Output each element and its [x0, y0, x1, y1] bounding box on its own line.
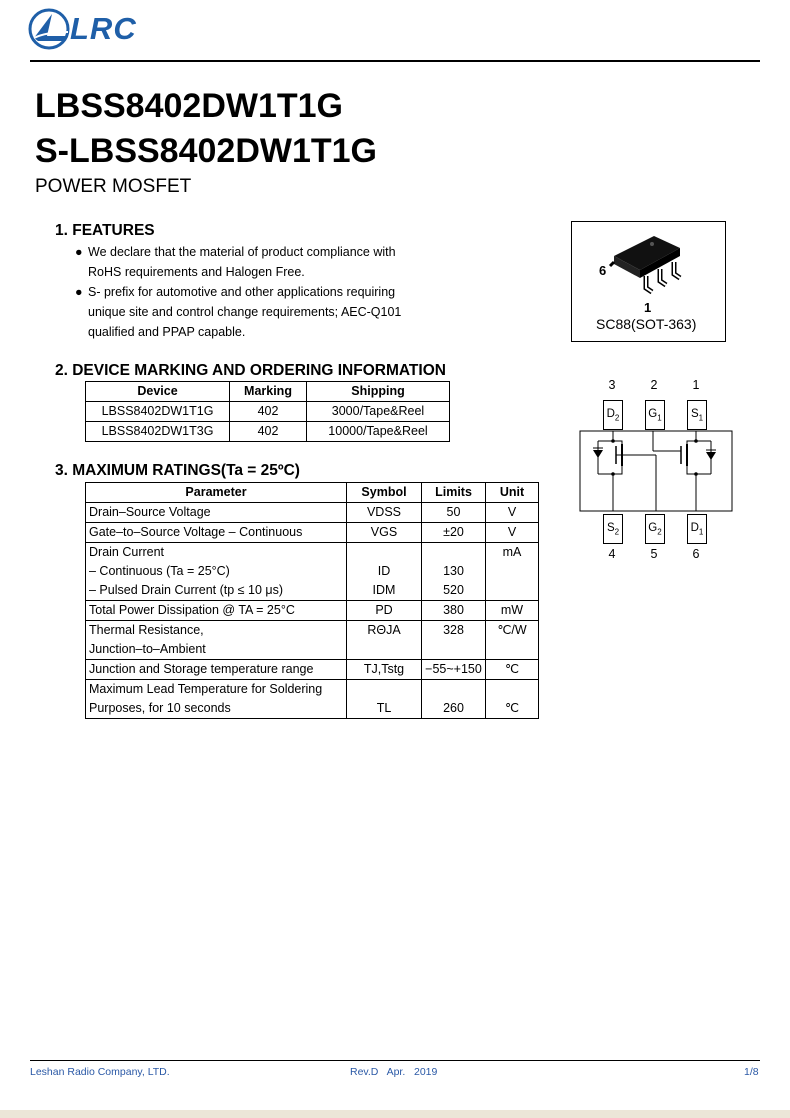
footer-page-number: 1/8 — [744, 1066, 759, 1078]
pin-number: 4 — [608, 547, 616, 561]
param-cell: Purposes, for 10 seconds — [86, 699, 347, 719]
table-row — [86, 699, 539, 719]
symbol-cell — [347, 680, 422, 700]
pin-d2: $D_2$ — [603, 400, 623, 430]
table-row — [86, 680, 539, 700]
col-symbol: Symbol — [347, 483, 422, 503]
symbol-cell — [347, 640, 422, 660]
header-rule — [30, 60, 760, 62]
limit-cell — [422, 680, 486, 700]
unit-cell: ℃ — [486, 660, 539, 680]
pin1-label: 1 — [644, 300, 652, 315]
limit-cell: 520 — [422, 581, 486, 601]
table-row — [86, 601, 539, 621]
marking-cell: 402 — [230, 422, 307, 442]
footer-company: Leshan Radio Company, LTD. — [30, 1066, 170, 1078]
logo-text: LRC — [70, 11, 137, 46]
col-limits: Limits — [422, 483, 486, 503]
unit-cell: ℃/W — [486, 621, 539, 641]
param-cell: Drain–Source Voltage — [86, 503, 347, 523]
param-cell: Junction–to–Ambient — [86, 640, 347, 660]
table-row — [86, 640, 539, 660]
table-header-row — [86, 483, 539, 503]
logo — [28, 6, 143, 52]
pin-s2: $S_2$ — [603, 514, 623, 544]
feature-line: unique site and control change requirements; AEC-Q101 — [88, 305, 402, 319]
feature-item — [75, 242, 435, 282]
table-row — [86, 581, 539, 601]
shipping-cell: 3000/Tape&Reel — [307, 402, 450, 422]
ordering-heading: 2. DEVICE MARKING AND ORDERING INFORMATION — [55, 362, 446, 379]
table-row — [86, 543, 539, 563]
symbol-cell: TL — [347, 699, 422, 719]
symbol-cell: VGS — [347, 523, 422, 543]
unit-cell — [486, 680, 539, 700]
table-row — [86, 621, 539, 641]
unit-cell: mW — [486, 601, 539, 621]
symbol-cell: PD — [347, 601, 422, 621]
ratings-table — [85, 482, 539, 719]
limit-cell: 260 — [422, 699, 486, 719]
symbol-cell: TJ,Tstg — [347, 660, 422, 680]
pin-number: 3 — [608, 378, 616, 392]
feature-line: qualified and PPAP capable. — [88, 325, 246, 339]
limit-cell — [422, 543, 486, 563]
pin-d1: $D_1$ — [687, 514, 707, 544]
unit-cell: V — [486, 523, 539, 543]
pinout-diagram — [578, 378, 734, 564]
col-device: Device — [86, 382, 230, 402]
part-number-title-s: S-LBSS8402DW1T1G — [35, 132, 377, 170]
param-cell: Drain Current — [86, 543, 347, 563]
product-type: POWER MOSFET — [35, 176, 192, 197]
limit-cell: −55~+150 — [422, 660, 486, 680]
sot363-package-icon — [606, 228, 706, 308]
pin-g2: $G_2$ — [645, 514, 665, 544]
ratings-heading: 3. MAXIMUM RATINGS(Ta = 25ºC) — [55, 462, 300, 479]
param-cell: – Continuous (Ta = 25°C) — [86, 562, 347, 581]
features-heading: 1. FEATURES — [55, 222, 155, 239]
param-cell: Maximum Lead Temperature for Soldering — [86, 680, 347, 700]
limit-cell: 50 — [422, 503, 486, 523]
param-cell: Thermal Resistance, — [86, 621, 347, 641]
symbol-cell: IDM — [347, 581, 422, 601]
limit-cell: ±20 — [422, 523, 486, 543]
unit-cell: mA — [486, 543, 539, 563]
pin-number: 5 — [650, 547, 658, 561]
ordering-table — [85, 381, 450, 442]
table-row — [86, 660, 539, 680]
part-number-title: LBSS8402DW1T1G — [35, 87, 343, 125]
unit-cell — [486, 581, 539, 601]
feature-line: We declare that the material of product compliance with — [88, 245, 396, 259]
param-cell: Gate–to–Source Voltage – Continuous — [86, 523, 347, 543]
device-cell: LBSS8402DW1T1G — [86, 402, 230, 422]
table-row — [86, 422, 450, 442]
table-row — [86, 523, 539, 543]
marking-cell: 402 — [230, 402, 307, 422]
footer-rule — [30, 1060, 760, 1061]
footer-revision: Rev.D Apr. 2019 — [350, 1066, 438, 1078]
limit-cell: 380 — [422, 601, 486, 621]
pin-s1: $S_1$ — [687, 400, 707, 430]
symbol-cell: VDSS — [347, 503, 422, 523]
feature-line: S- prefix for automotive and other applications requiring — [88, 285, 396, 299]
symbol-cell: ID — [347, 562, 422, 581]
col-unit: Unit — [486, 483, 539, 503]
limit-cell: 328 — [422, 621, 486, 641]
table-row — [86, 402, 450, 422]
bullet-dot-icon: ● — [75, 285, 83, 299]
lrc-logo-icon — [28, 6, 74, 52]
symbol-cell — [347, 543, 422, 563]
table-header-row — [86, 382, 450, 402]
bullet-dot-icon: ● — [75, 245, 83, 259]
unit-cell — [486, 640, 539, 660]
feature-item — [75, 282, 435, 342]
pin-number: 2 — [650, 378, 658, 392]
limit-cell — [422, 640, 486, 660]
unit-cell: V — [486, 503, 539, 523]
col-parameter: Parameter — [86, 483, 347, 503]
param-cell: Junction and Storage temperature range — [86, 660, 347, 680]
table-row — [86, 562, 539, 581]
param-cell: – Pulsed Drain Current (tp ≤ 10 μs) — [86, 581, 347, 601]
col-marking: Marking — [230, 382, 307, 402]
pin-g1: $G_1$ — [645, 400, 665, 430]
dual-mosfet-schematic-icon — [578, 416, 734, 526]
device-cell: LBSS8402DW1T3G — [86, 422, 230, 442]
limit-cell: 130 — [422, 562, 486, 581]
symbol-cell: RΘJA — [347, 621, 422, 641]
package-label: SC88(SOT-363) — [596, 316, 697, 332]
pin6-label: 6 — [599, 263, 607, 278]
pin-number: 1 — [692, 378, 700, 392]
unit-cell — [486, 562, 539, 581]
param-cell: Total Power Dissipation @ TA = 25°C — [86, 601, 347, 621]
features-list — [75, 242, 435, 342]
shipping-cell: 10000/Tape&Reel — [307, 422, 450, 442]
table-row — [86, 503, 539, 523]
package-box — [571, 221, 726, 342]
unit-cell: ℃ — [486, 699, 539, 719]
feature-line: RoHS requirements and Halogen Free. — [88, 265, 305, 279]
bottom-band — [0, 1110, 790, 1118]
col-shipping: Shipping — [307, 382, 450, 402]
pin-number: 6 — [692, 547, 700, 561]
